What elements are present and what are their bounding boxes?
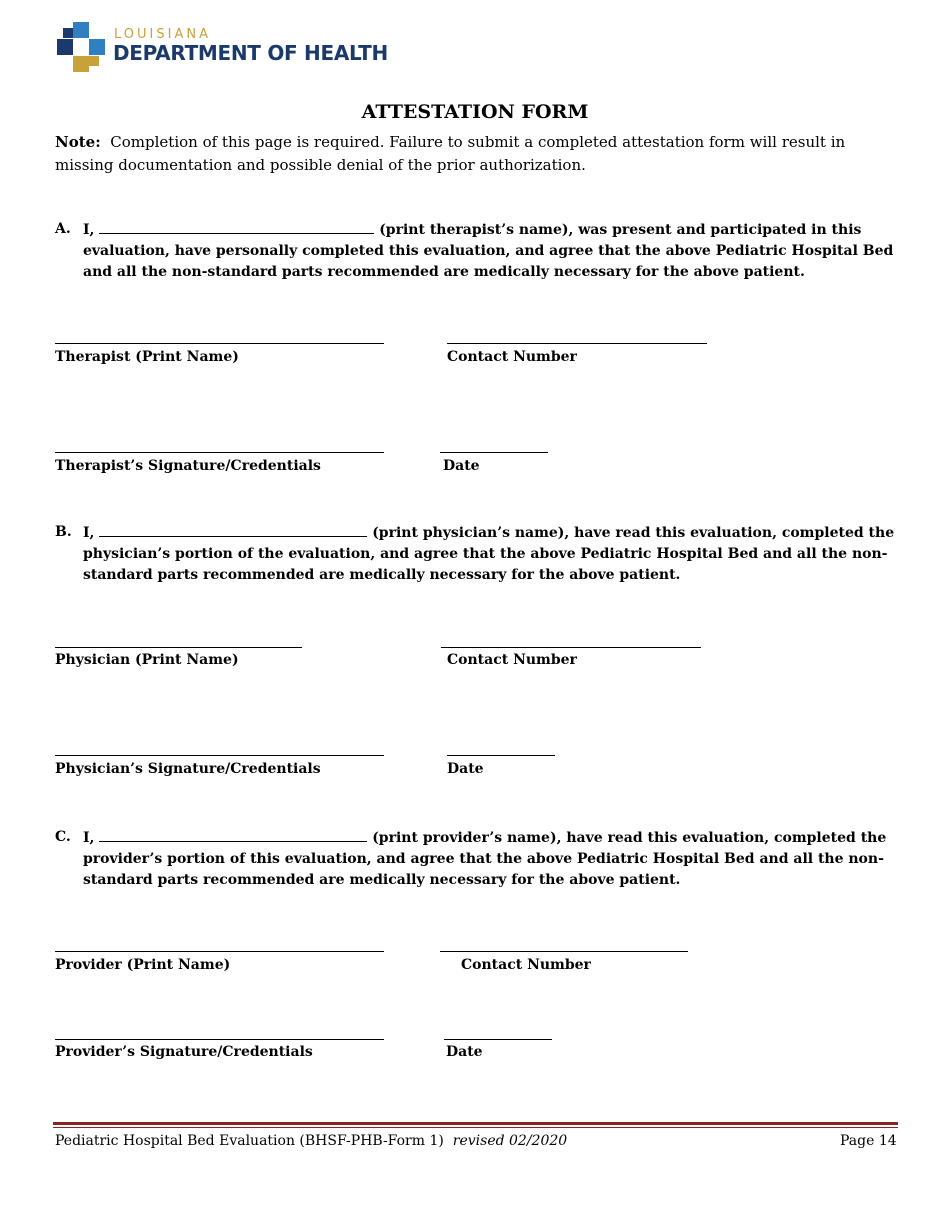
therapist-name-label: Therapist (Print Name) bbox=[55, 349, 239, 365]
form-name: Pediatric Hospital Bed Evaluation (BHSF-PHB-Form 1) bbox=[55, 1133, 444, 1149]
department-logo bbox=[57, 22, 417, 74]
section-letter: A. bbox=[55, 221, 71, 237]
revision-date: revised 02/2020 bbox=[452, 1133, 568, 1149]
provider-contact-line[interactable] bbox=[440, 951, 688, 952]
physician-name-inline-field[interactable] bbox=[99, 522, 367, 537]
section-a-text: (print therapist’s name), was present and participated in this evaluation, have personally completed this evaluation, and agree that the above Pediatric Hospital Bed and all the non-standard parts recommended are medically necessary for the above patient. bbox=[83, 222, 894, 280]
logo-state-text: LOUISIANA bbox=[114, 27, 211, 42]
footer-divider bbox=[53, 1122, 898, 1125]
therapist-date-label: Date bbox=[443, 458, 480, 474]
footer-form-name bbox=[55, 1133, 567, 1149]
note-label: Note: bbox=[55, 133, 101, 151]
provider-contact-label: Contact Number bbox=[461, 957, 591, 973]
physician-signature-line[interactable] bbox=[55, 755, 384, 756]
physician-signature-label: Physician’s Signature/Credentials bbox=[55, 761, 321, 777]
footer-divider-thin bbox=[53, 1127, 898, 1128]
therapist-name-inline-field[interactable] bbox=[99, 219, 374, 234]
section-b-statement bbox=[55, 522, 905, 586]
therapist-name-line[interactable] bbox=[55, 343, 384, 344]
completion-note bbox=[55, 131, 905, 177]
therapist-signature-line[interactable] bbox=[55, 452, 384, 453]
physician-contact-label: Contact Number bbox=[447, 652, 577, 668]
section-letter: C. bbox=[55, 829, 71, 845]
logo-department-text: DEPARTMENT OF HEALTH bbox=[113, 41, 388, 65]
health-cross-logo-icon bbox=[57, 22, 105, 72]
section-prefix: I, bbox=[83, 830, 95, 846]
section-prefix: I, bbox=[83, 222, 95, 238]
note-text: Completion of this page is required. Failure to submit a completed attestation form will result in missing documentation and possible denial of the prior authorization. bbox=[55, 133, 846, 174]
page-number: Page 14 bbox=[840, 1133, 897, 1149]
physician-name-label: Physician (Print Name) bbox=[55, 652, 239, 668]
therapist-contact-label: Contact Number bbox=[447, 349, 577, 365]
section-c-text: (print provider’s name), have read this evaluation, completed the provider’s portion of this evaluation, and agree that the above Pediatric Hospital Bed and all the non-standard parts recommended are medically necessary for the above patient. bbox=[83, 830, 887, 888]
section-c-statement bbox=[55, 827, 905, 891]
provider-date-label: Date bbox=[446, 1044, 483, 1060]
page-title: ATTESTATION FORM bbox=[361, 101, 589, 123]
provider-name-inline-field[interactable] bbox=[99, 827, 367, 842]
therapist-contact-line[interactable] bbox=[447, 343, 707, 344]
therapist-signature-label: Therapist’s Signature/Credentials bbox=[55, 458, 321, 474]
physician-date-label: Date bbox=[447, 761, 484, 777]
section-b-text: (print physician’s name), have read this evaluation, completed the physician’s portion of the evaluation, and agree that the above Pediatric Hospital Bed and all the non-standard parts recommended are medically necessary for the above patient. bbox=[83, 525, 895, 583]
provider-date-line[interactable] bbox=[444, 1039, 552, 1040]
physician-name-line[interactable] bbox=[55, 647, 302, 648]
therapist-date-line[interactable] bbox=[440, 452, 548, 453]
provider-signature-label: Provider’s Signature/Credentials bbox=[55, 1044, 313, 1060]
physician-date-line[interactable] bbox=[447, 755, 555, 756]
section-prefix: I, bbox=[83, 525, 95, 541]
section-letter: B. bbox=[55, 524, 72, 540]
physician-contact-line[interactable] bbox=[441, 647, 701, 648]
provider-name-label: Provider (Print Name) bbox=[55, 957, 231, 973]
provider-signature-line[interactable] bbox=[55, 1039, 384, 1040]
section-a-statement bbox=[55, 219, 905, 283]
provider-name-line[interactable] bbox=[55, 951, 384, 952]
